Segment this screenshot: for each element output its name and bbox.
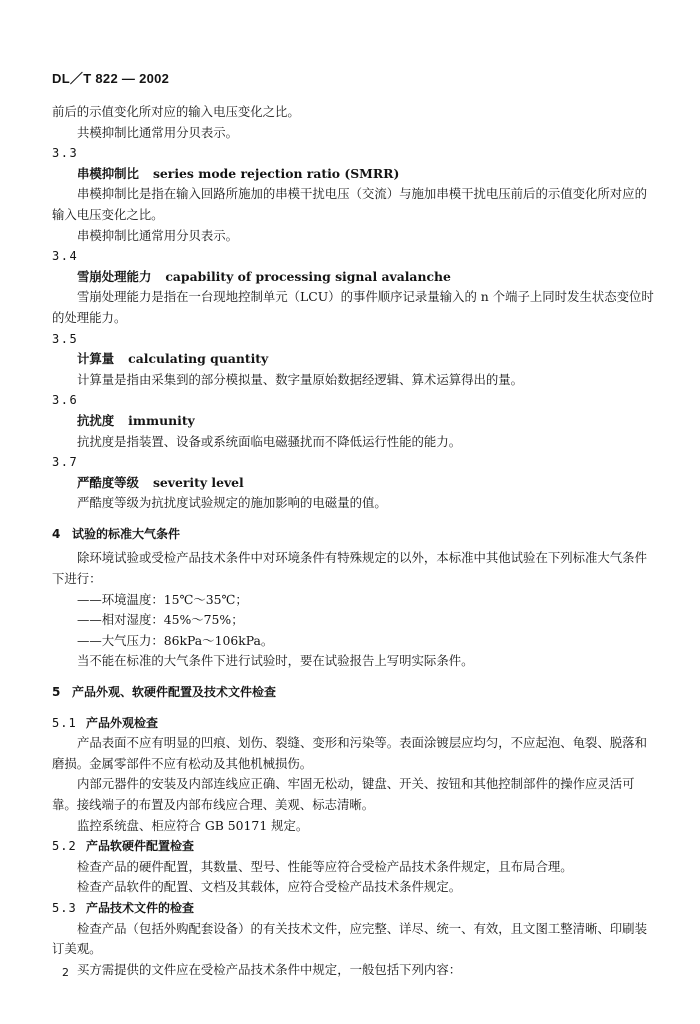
section-title: 产品外观、软硬件配置及技术文件检查 [72, 685, 277, 700]
clause-number: 3.7 [52, 455, 79, 470]
subsection-title: 产品外观检查 [86, 715, 159, 730]
clause-number: 3.5 [52, 331, 79, 346]
subsection-number: 5.1 [52, 715, 77, 730]
paragraph: 产品表面不应有明显的凹痕、划伤、裂缝、变形和污染等。表面涂镀层应均匀，不应起泡、龟裂、脱落和磨损。金属零部件不应有松动及其他机械损伤。 [52, 735, 647, 771]
paragraph: 前后的示值变化所对应的输入电压变化之比。 [52, 104, 300, 119]
subsection-title: 产品技术文件的检查 [86, 900, 195, 915]
paragraph: 检查产品的硬件配置，其数量、型号、性能等应符合受检产品技术条件规定，且布局合理。 [77, 858, 573, 874]
term-heading [52, 473, 656, 494]
term-heading [52, 411, 656, 432]
definition: 计算量是指由采集到的部分模拟量、数字量原始数据经逻辑、算术运算得出的量。 [77, 371, 524, 387]
term-heading [52, 349, 656, 370]
section-number: 4 [52, 526, 61, 541]
subsection-number: 5.2 [52, 839, 77, 854]
document-body [52, 102, 656, 980]
definition: 抗扰度是指装置、设备或系统面临电磁骚扰而不降低运行性能的能力。 [77, 433, 462, 449]
clause-number: 3.3 [52, 146, 79, 161]
paragraph: 当不能在标准的大气条件下进行试验时，要在试验报告上写明实际条件。 [77, 653, 474, 669]
list-item: ——大气压力：86kPa～106kPa。 [77, 632, 274, 648]
subsection-heading [52, 713, 656, 734]
term-en: capability of processing signal avalanche [165, 268, 451, 284]
page-number: 2 [62, 966, 69, 979]
subsection-title: 产品软硬件配置检查 [86, 839, 195, 854]
paragraph: 内部元器件的安装及内部连线应正确、牢固无松动，键盘、开关、按钮和其他控制部件的操作应灵活可靠。接线端子的布置及内部布线应合理、美观、标志清晰。 [52, 776, 635, 812]
paragraph: 监控系统盘、柜应符合 GB 50171 规定。 [77, 817, 309, 833]
term-cn: 雪崩处理能力 [77, 268, 152, 284]
paragraph: 除环境试验或受检产品技术条件中对环境条件有特殊规定的以外，本标准中其他试验在下列标准大气条件下进行： [52, 550, 647, 587]
term-en: calculating quantity [128, 351, 269, 367]
definition: 雪崩处理能力是指在一台现地控制单元（LCU）的事件顺序记录量输入的 n 个端子上同时发生状态变位时的处理能力。 [52, 289, 654, 325]
list-item: ——相对湿度：45%～75%； [77, 612, 244, 628]
section-number: 5 [52, 685, 61, 700]
definition: 串模抑制比是指在输入回路所施加的串模干扰电压（交流）与施加串模干扰电压前后的示值变化所对应的输入电压变化之比。 [52, 186, 647, 222]
section-heading [52, 682, 656, 703]
paragraph: 串模抑制比通常用分贝表示。 [77, 227, 239, 243]
term-cn: 计算量 [77, 351, 115, 367]
list-item: ——环境温度：15℃～35℃； [77, 591, 248, 607]
paragraph: 共模抑制比通常用分贝表示。 [77, 124, 239, 140]
term-en: immunity [128, 412, 195, 428]
term-heading [52, 164, 656, 185]
term-heading [52, 267, 656, 288]
subsection-number: 5.3 [52, 900, 77, 915]
section-heading [52, 524, 656, 545]
clause-number: 3.4 [52, 249, 79, 264]
term-en: severity level [152, 474, 244, 490]
clause-number: 3.6 [52, 393, 79, 408]
paragraph: 检查产品软件的配置、文档及其载体，应符合受检产品技术条件规定。 [77, 879, 462, 895]
section-title: 试验的标准大气条件 [72, 526, 181, 541]
standard-code-header: DL／T 822 — 2002 [52, 71, 170, 86]
paragraph: 检查产品（包括外购配套设备）的有关技术文件，应完整、详尽、统一、有效，且文图工整清晰、印刷装订美观。 [52, 920, 647, 957]
term-en: series mode rejection ratio (SMRR) [152, 165, 400, 181]
term-cn: 严酷度等级 [77, 474, 139, 490]
subsection-heading [52, 898, 656, 919]
subsection-heading [52, 836, 656, 857]
term-cn: 抗扰度 [77, 412, 115, 428]
term-cn: 串模抑制比 [77, 165, 139, 181]
paragraph: 买方需提供的文件应在受检产品技术条件中规定，一般包括下列内容： [77, 961, 462, 977]
definition: 严酷度等级为抗扰度试验规定的施加影响的电磁量的值。 [77, 495, 387, 511]
